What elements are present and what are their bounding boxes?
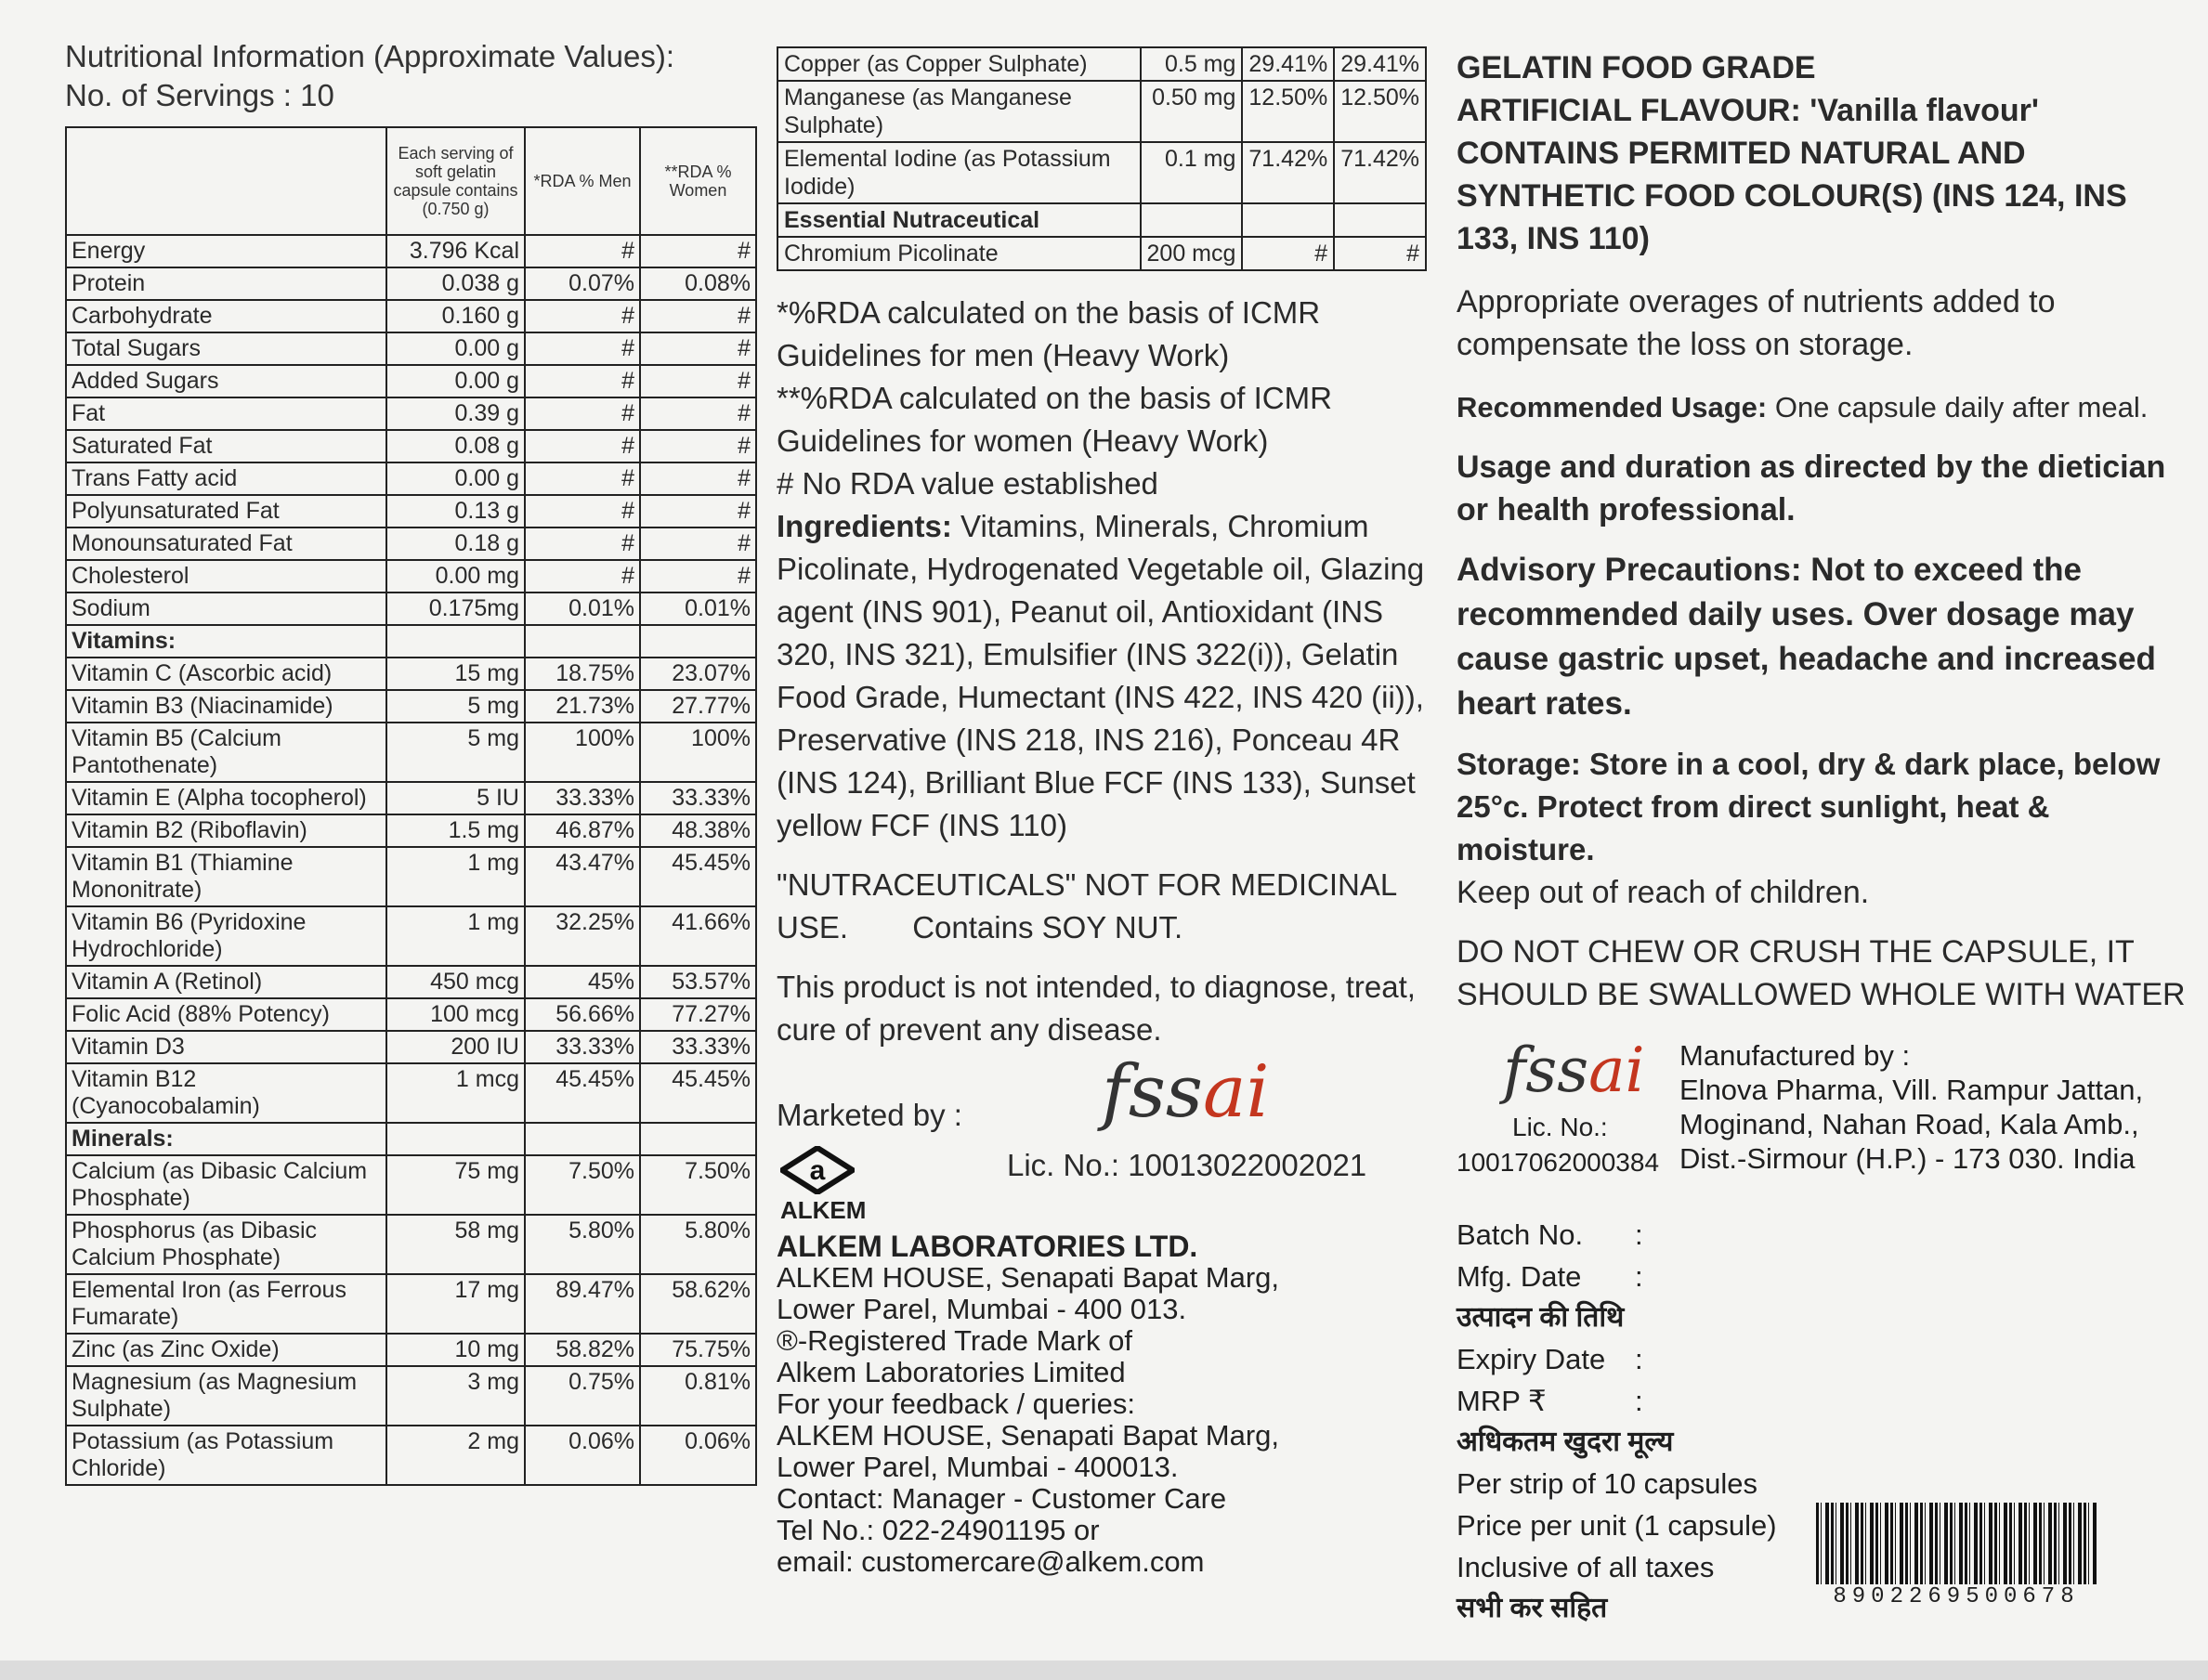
manufacturer-license-number: 10017062000384 <box>1457 1148 1660 1177</box>
rda-men: 21.73% <box>525 690 640 723</box>
rda-men: 46.87% <box>525 814 640 847</box>
advisory-precautions: Advisory Precautions: Not to exceed the recommended daily uses. Over dosage may cause gastric upset, headache and increased heart rates. <box>1457 552 2156 722</box>
rda-women: # <box>1334 237 1426 270</box>
table-row <box>777 81 1426 142</box>
rda-men: 18.75% <box>525 658 640 690</box>
usage-line <box>1457 386 2190 429</box>
address-line: Tel No.: 022-24901195 or <box>777 1514 1100 1546</box>
table-row <box>66 847 756 906</box>
nutrient-name: Chromium Picolinate <box>777 237 1141 270</box>
rda-men: 29.41% <box>1242 47 1334 81</box>
expiry-colon: : <box>1635 1343 1643 1375</box>
swallow-notice: DO NOT CHEW OR CRUSH THE CAPSULE, IT SHOULD BE SWALLOWED WHOLE WITH WATER <box>1457 934 2186 1012</box>
rda-women: 12.50% <box>1334 81 1426 142</box>
nutraceutical-notice <box>777 864 1427 949</box>
table-row <box>66 462 756 495</box>
svg-text:a: a <box>809 1155 826 1186</box>
fssai-logo-accent: ai <box>1202 1050 1270 1134</box>
mrp-label: MRP ₹ <box>1457 1385 1547 1417</box>
flavour-line <box>1457 89 2190 132</box>
nutrient-name: Manganese (as Manganese Sulphate) <box>777 81 1141 142</box>
address-line: Alkem Laboratories Limited <box>777 1356 1126 1388</box>
fssai-logo-text: fssai <box>1102 1050 1270 1134</box>
nutrient-name: Calcium (as Dibasic Calcium Phosphate) <box>66 1155 386 1215</box>
table-row <box>777 237 1426 270</box>
right-column <box>1457 46 2190 1629</box>
flavour-label: ARTIFICIAL FLAVOUR: <box>1457 93 1801 128</box>
rda-women: 41.66% <box>640 906 756 966</box>
table-row <box>777 47 1426 81</box>
rda-women: 33.33% <box>640 1031 756 1063</box>
empty-cell <box>1242 203 1334 237</box>
nutrient-amount: 5 mg <box>386 690 525 723</box>
expiry-row <box>1457 1338 2190 1380</box>
nutrient-amount: 0.13 g <box>386 495 525 527</box>
nutrient-name: Magnesium (as Magnesium Sulphate) <box>66 1366 386 1426</box>
nutrient-amount: 0.00 mg <box>386 560 525 593</box>
nutrient-name: Vitamin B3 (Niacinamide) <box>66 690 386 723</box>
nutrient-name: Fat <box>66 397 386 430</box>
rda-women: 45.45% <box>640 1063 756 1123</box>
rda-men: 12.50% <box>1242 81 1334 142</box>
rda-men: 32.25% <box>525 906 640 966</box>
table-row <box>66 1215 756 1274</box>
rda-women-header: **RDA % Women <box>640 127 756 235</box>
rda-women: 27.77% <box>640 690 756 723</box>
table-row <box>66 527 756 560</box>
colours-notice: CONTAINS PERMITED NATURAL AND SYNTHETIC FOOD COLOUR(S) (INS 124, INS 133, INS 110) <box>1457 136 2127 256</box>
fssai-logo-accent: ai <box>1588 1035 1645 1106</box>
nutrient-name: Vitamin B1 (Thiamine Mononitrate) <box>66 847 386 906</box>
table-row <box>66 267 756 300</box>
fssai-logo-right <box>1503 1035 1645 1106</box>
vitamins-section-label: Vitamins: <box>66 625 386 658</box>
rda-women: 48.38% <box>640 814 756 847</box>
nutrient-name: Vitamin B2 (Riboflavin) <box>66 814 386 847</box>
nutrient-name: Elemental Iodine (as Potassium Iodide) <box>777 142 1141 203</box>
rda-women: 100% <box>640 723 756 782</box>
address-line: ®-Registered Trade Mark of <box>777 1324 1132 1357</box>
nutrient-amount: 1 mcg <box>386 1063 525 1123</box>
table-row <box>66 814 756 847</box>
marketed-by-label: Marketed by : <box>777 1098 962 1132</box>
rda-men: 58.82% <box>525 1334 640 1366</box>
rda-women: 45.45% <box>640 847 756 906</box>
rda-women: 77.27% <box>640 998 756 1031</box>
keep-out-notice: Keep out of reach of children. <box>1457 875 1870 910</box>
rda-men: 7.50% <box>525 1155 640 1215</box>
nutrient-amount: 0.50 mg <box>1141 81 1243 142</box>
alkem-logo-text: ALKEM <box>780 1196 867 1224</box>
rda-men-header: *RDA % Men <box>525 127 640 235</box>
nutrient-amount: 0.5 mg <box>1141 47 1243 81</box>
per-strip: Per strip of 10 capsules <box>1457 1467 1757 1500</box>
gelatin-grade: GELATIN FOOD GRADE <box>1457 50 1816 85</box>
rda-women: 33.33% <box>640 782 756 814</box>
nutrient-amount: 0.038 g <box>386 267 525 300</box>
mfg-date-colon: : <box>1635 1260 1643 1293</box>
address-line: Lower Parel, Mumbai - 400 013. <box>777 1293 1187 1325</box>
rda-note-women: **%RDA calculated on the basis of ICMR Guidelines for women (Heavy Work) <box>777 381 1332 458</box>
storage-instructions: Storage: Store in a cool, dry & dark place, below 25°c. Protect from direct sunlight, heat & moisture. <box>1457 747 2161 866</box>
manufacturer-info <box>1679 1038 2143 1176</box>
alkem-logo-icon <box>780 1146 855 1199</box>
mfg-date-hindi: उत्पादन की तिथि <box>1457 1302 1625 1333</box>
nutrient-amount: 200 mcg <box>1141 237 1243 270</box>
nutrient-name: Energy <box>66 235 386 267</box>
nutrition-table-body <box>66 235 756 1485</box>
disclaimer-text: This product is not intended, to diagnose, treat, cure of prevent any disease. <box>777 970 1416 1047</box>
table-row <box>66 1274 756 1334</box>
minerals-continued-table <box>777 46 1427 271</box>
nutrient-name: Phosphorus (as Dibasic Calcium Phosphate) <box>66 1215 386 1274</box>
rda-men: 45.45% <box>525 1063 640 1123</box>
nutrient-name: Cholesterol <box>66 560 386 593</box>
rda-men: # <box>525 235 640 267</box>
address-line: Lower Parel, Mumbai - 400013. <box>777 1451 1179 1483</box>
flavour-value: 'Vanilla flavour' <box>1810 93 2039 128</box>
address-line: Contact: Manager - Customer Care <box>777 1482 1227 1515</box>
table-row <box>66 723 756 782</box>
rda-note-men: *%RDA calculated on the basis of ICMR Guidelines for men (Heavy Work) <box>777 295 1321 372</box>
nutrient-amount: 5 IU <box>386 782 525 814</box>
address-line: email: customercare@alkem.com <box>777 1545 1205 1578</box>
table-row <box>66 397 756 430</box>
nutrient-name: Carbohydrate <box>66 300 386 332</box>
per-unit: Price per unit (1 capsule) <box>1457 1509 1777 1542</box>
rda-men: 0.01% <box>525 593 640 625</box>
nutrient-amount: 200 IU <box>386 1031 525 1063</box>
rda-women: 75.75% <box>640 1334 756 1366</box>
empty-cell <box>525 625 640 658</box>
nutrient-name: Protein <box>66 267 386 300</box>
nutrient-name: Elemental Iron (as Ferrous Fumarate) <box>66 1274 386 1334</box>
address-line: For your feedback / queries: <box>777 1387 1135 1420</box>
rda-women: 0.06% <box>640 1426 756 1485</box>
nutrient-name: Vitamin E (Alpha tocopherol) <box>66 782 386 814</box>
nutrient-name: Potassium (as Potassium Chloride) <box>66 1426 386 1485</box>
rda-men: 89.47% <box>525 1274 640 1334</box>
table-row <box>66 1426 756 1485</box>
nutrient-amount: 0.39 g <box>386 397 525 430</box>
manufacturer-address <box>1679 1073 2143 1176</box>
company-name: ALKEM LABORATORIES LTD. <box>777 1230 1198 1263</box>
soy-warning: Contains SOY NUT. <box>912 910 1183 944</box>
mrp-hindi: अधिकतम खुदरा मूल्य <box>1457 1426 1674 1457</box>
rda-women: 71.42% <box>1334 142 1426 203</box>
nutraceutical-notice-text: "NUTRACEUTICALS" NOT FOR MEDICINAL USE. <box>777 867 1396 944</box>
ingredients-list: Vitamins, Minerals, Chromium Picolinate, Hydrogenated Vegetable oil, Glazing agent (INS 901), Peanut oil, Antioxidant (INS 320, INS 321), Emulsifier (INS 322(i)), Gelatin Food Grade, Humectant (INS 422, INS 420 (ii)), Preservative (INS 218, INS 216), Ponceau 4R (INS 124), Brilliant Blue FCF (INS 133), Sunset yellow FCF (INS 110) <box>777 509 1425 842</box>
rda-women: 5.80% <box>640 1215 756 1274</box>
empty-cell <box>525 1123 640 1155</box>
nutrient-amount: 1 mg <box>386 906 525 966</box>
nutrient-name: Trans Fatty acid <box>66 462 386 495</box>
table-row <box>777 142 1426 203</box>
nutrient-name: Vitamin B5 (Calcium Pantothenate) <box>66 723 386 782</box>
duration-notice: Usage and duration as directed by the dietician or health professional. <box>1457 449 2166 527</box>
servings-count: No. of Servings : 10 <box>65 78 334 112</box>
rda-women: 29.41% <box>1334 47 1426 81</box>
nutrient-name: Zinc (as Zinc Oxide) <box>66 1334 386 1366</box>
nutrient-amount: 1.5 mg <box>386 814 525 847</box>
table-row <box>66 300 756 332</box>
rda-men: # <box>525 527 640 560</box>
nutrient-amount: 0.175mg <box>386 593 525 625</box>
table-row <box>66 332 756 365</box>
rda-men: # <box>525 462 640 495</box>
nutrient-amount: 2 mg <box>386 1426 525 1485</box>
table-row <box>66 1031 756 1063</box>
nutrient-amount: 0.08 g <box>386 430 525 462</box>
manufacturer-address-line: Moginand, Nahan Road, Kala Amb., <box>1679 1108 2139 1140</box>
bottom-edge <box>0 1660 2208 1680</box>
expiry-label: Expiry Date <box>1457 1343 1606 1375</box>
nutrient-name: Vitamin A (Retinol) <box>66 966 386 998</box>
rda-women: 7.50% <box>640 1155 756 1215</box>
rda-women: # <box>640 462 756 495</box>
nutrition-column <box>65 37 757 1486</box>
middle-column <box>777 46 1427 1578</box>
empty-cell <box>1141 203 1243 237</box>
rda-men: # <box>525 495 640 527</box>
nutrient-name: Added Sugars <box>66 365 386 397</box>
table-row <box>66 430 756 462</box>
inclusive-taxes: Inclusive of all taxes <box>1457 1551 1715 1583</box>
table-row <box>66 1334 756 1366</box>
rda-men: # <box>525 365 640 397</box>
table-row <box>66 235 756 267</box>
nutrient-name: Copper (as Copper Sulphate) <box>777 47 1141 81</box>
marketer-block <box>777 1050 1427 1191</box>
rda-men: 0.07% <box>525 267 640 300</box>
barcode-bars <box>1816 1503 2097 1584</box>
manufacturer-license-label: Lic. No.: <box>1512 1113 1608 1141</box>
rda-men: 43.47% <box>525 847 640 906</box>
nutrient-name: Sodium <box>66 593 386 625</box>
nutrient-amount: 1 mg <box>386 847 525 906</box>
rda-women: 0.01% <box>640 593 756 625</box>
nutrient-name: Vitamin B12 (Cyanocobalamin) <box>66 1063 386 1123</box>
nutrition-title: Nutritional Information (Approximate Values): <box>65 39 675 73</box>
mrp-row <box>1457 1380 2190 1422</box>
table-row <box>66 365 756 397</box>
nutrient-name: Vitamin B6 (Pyridoxine Hydrochloride) <box>66 906 386 966</box>
company-address <box>777 1262 1427 1578</box>
rda-women: # <box>640 430 756 462</box>
nutrient-amount: 0.160 g <box>386 300 525 332</box>
rda-men: 5.80% <box>525 1215 640 1274</box>
nutrient-amount: 450 mcg <box>386 966 525 998</box>
table-row <box>66 782 756 814</box>
nutrient-amount: 17 mg <box>386 1274 525 1334</box>
rda-men: # <box>525 332 640 365</box>
mfg-date-label: Mfg. Date <box>1457 1260 1582 1293</box>
fssai-logo-right-text: fssai <box>1503 1035 1645 1106</box>
overages-notice: Appropriate overages of nutrients added to compensate the loss on storage. <box>1457 284 2056 362</box>
rda-men: 0.06% <box>525 1426 640 1485</box>
vitamins-section <box>66 625 756 658</box>
table-row <box>66 658 756 690</box>
table-row <box>66 1063 756 1123</box>
rda-men: 100% <box>525 723 640 782</box>
rda-men: # <box>525 430 640 462</box>
nutrient-amount: 58 mg <box>386 1215 525 1274</box>
table-row <box>66 593 756 625</box>
ingredients-label: Ingredients: <box>777 509 952 543</box>
address-line: ALKEM HOUSE, Senapati Bapat Marg, <box>777 1261 1280 1294</box>
mrp-colon: : <box>1635 1385 1643 1417</box>
rda-men: 33.33% <box>525 1031 640 1063</box>
rda-women: 0.81% <box>640 1366 756 1426</box>
empty-cell <box>1334 203 1426 237</box>
nutrient-amount: 3 mg <box>386 1366 525 1426</box>
rda-men: 56.66% <box>525 998 640 1031</box>
usage-value: One capsule daily after meal. <box>1767 391 2149 423</box>
barcode <box>1816 1503 2097 1609</box>
nutrient-name: Total Sugars <box>66 332 386 365</box>
marketer-license: Lic. No.: 10013022002021 <box>1007 1148 1367 1182</box>
rda-men: # <box>525 300 640 332</box>
minerals-section-label: Minerals: <box>66 1123 386 1155</box>
rda-men: 33.33% <box>525 782 640 814</box>
rda-women: # <box>640 527 756 560</box>
empty-cell <box>640 1123 756 1155</box>
manufactured-by-label: Manufactured by : <box>1679 1039 1911 1072</box>
rda-women: # <box>640 300 756 332</box>
mfg-date-row <box>1457 1256 2190 1297</box>
empty-cell <box>386 1123 525 1155</box>
nutrient-name: Folic Acid (88% Potency) <box>66 998 386 1031</box>
nutrient-amount: 3.796 Kcal <box>386 235 525 267</box>
nutrient-name: Polyunsaturated Fat <box>66 495 386 527</box>
barcode-number: 8902269500678 <box>1833 1584 2080 1609</box>
table-row <box>66 690 756 723</box>
rda-women: # <box>640 495 756 527</box>
nutrient-name: Saturated Fat <box>66 430 386 462</box>
nutrient-amount: 75 mg <box>386 1155 525 1215</box>
manufacturer-address-line: Dist.-Sirmour (H.P.) - 173 030. India <box>1679 1142 2136 1175</box>
rda-women: 58.62% <box>640 1274 756 1334</box>
rda-men: # <box>525 397 640 430</box>
address-line: ALKEM HOUSE, Senapati Bapat Marg, <box>777 1419 1280 1452</box>
rda-women: # <box>640 332 756 365</box>
table-row <box>66 560 756 593</box>
rda-men: # <box>1242 237 1334 270</box>
serving-header: Each serving of soft gelatin capsule contains (0.750 g) <box>386 127 525 235</box>
nutrient-amount: 10 mg <box>386 1334 525 1366</box>
no-rda-note: # No RDA value established <box>777 466 1158 501</box>
nutraceutical-section <box>777 203 1426 237</box>
nutrient-name: Vitamin D3 <box>66 1031 386 1063</box>
nutrient-amount: 0.18 g <box>386 527 525 560</box>
ingredients-text <box>777 505 1427 847</box>
rda-men: # <box>525 560 640 593</box>
rda-women: 23.07% <box>640 658 756 690</box>
table-row <box>66 998 756 1031</box>
table-row <box>66 1366 756 1426</box>
rda-women: # <box>640 560 756 593</box>
manufacturer-block <box>1457 1035 2190 1192</box>
nutrient-amount: 0.00 g <box>386 332 525 365</box>
nutrient-header-blank <box>66 127 386 235</box>
minerals-continued-body <box>777 47 1426 270</box>
batch-label: Batch No. <box>1457 1218 1584 1251</box>
fssai-logo <box>1102 1050 1270 1134</box>
table-row <box>66 1155 756 1215</box>
nutrient-amount: 15 mg <box>386 658 525 690</box>
table-row <box>66 966 756 998</box>
table-row <box>66 906 756 966</box>
minerals-section <box>66 1123 756 1155</box>
rda-women: # <box>640 235 756 267</box>
nutrient-amount: 0.00 g <box>386 462 525 495</box>
rda-men: 45% <box>525 966 640 998</box>
manufacturer-address-line: Elnova Pharma, Vill. Rampur Jattan, <box>1679 1074 2144 1106</box>
nutrition-table <box>65 126 757 1486</box>
batch-row <box>1457 1214 2190 1256</box>
batch-colon: : <box>1635 1218 1643 1251</box>
nutrient-name: Monounsaturated Fat <box>66 527 386 560</box>
usage-label: Recommended Usage: <box>1457 391 1768 423</box>
empty-cell <box>386 625 525 658</box>
empty-cell <box>640 625 756 658</box>
rda-men: 71.42% <box>1242 142 1334 203</box>
nutrient-amount: 0.1 mg <box>1141 142 1243 203</box>
rda-men: 0.75% <box>525 1366 640 1426</box>
rda-women: # <box>640 397 756 430</box>
rda-women: 53.57% <box>640 966 756 998</box>
table-row <box>66 495 756 527</box>
nutraceutical-section-label: Essential Nutraceutical <box>777 203 1141 237</box>
inclusive-taxes-hindi: सभी कर सहित <box>1457 1593 1608 1623</box>
nutrient-amount: 5 mg <box>386 723 525 782</box>
rda-women: # <box>640 365 756 397</box>
nutrient-amount: 100 mcg <box>386 998 525 1031</box>
nutrient-amount: 0.00 g <box>386 365 525 397</box>
nutrient-name: Vitamin C (Ascorbic acid) <box>66 658 386 690</box>
rda-women: 0.08% <box>640 267 756 300</box>
